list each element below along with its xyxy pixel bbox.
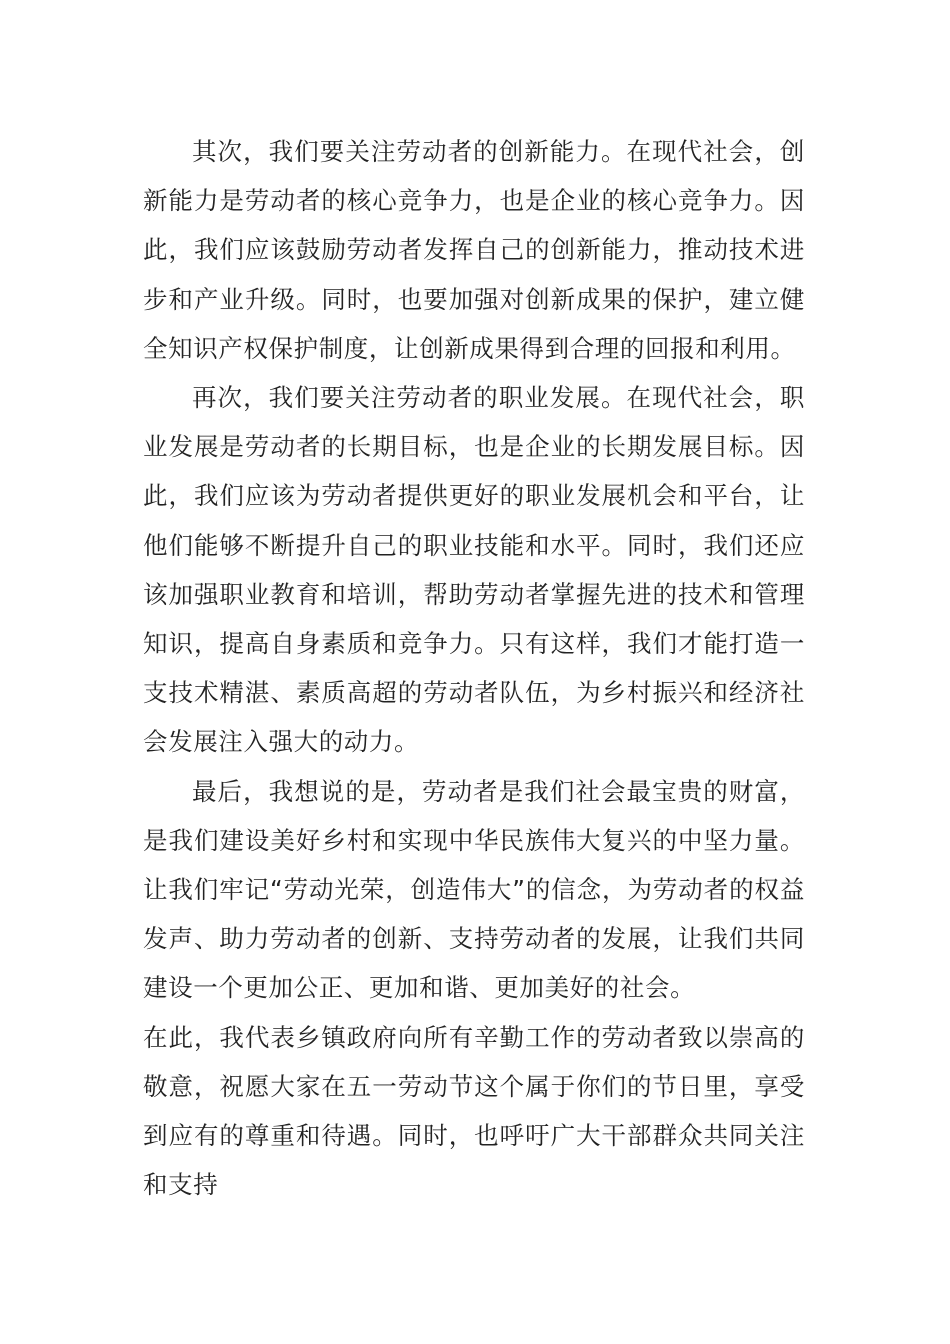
paragraph-conclusion: 最后，我想说的是，劳动者是我们社会最宝贵的财富，是我们建设美好乡村和实现中华民族伟大复兴的中坚力量。让我们牢记“劳动光荣，创造伟大”的信念，为劳动者的权益发声、助力劳动者的创新、支持劳动者的发展，让我们共同建设一个更加公正、更加和谐、更加美好的社会。 <box>143 776 805 1003</box>
document-body <box>143 127 805 1209</box>
paragraph-greeting: 在此，我代表乡镇政府向所有辛勤工作的劳动者致以崇高的敬意，祝愿大家在五一劳动节这个属于你们的节日里，享受到应有的尊重和待遇。同时，也呼吁广大干部群众共同关注和支持 <box>143 1022 805 1200</box>
paragraph-innovation: 其次，我们要关注劳动者的创新能力。在现代社会，创新能力是劳动者的核心竞争力，也是企业的核心竞争力。因此，我们应该鼓励劳动者发挥自己的创新能力，推动技术进步和产业升级。同时，也要加强对创新成果的保护，建立健全知识产权保护制度，让创新成果得到合理的回报和利用。 <box>143 137 805 363</box>
paragraph-career-development: 再次，我们要关注劳动者的职业发展。在现代社会，职业发展是劳动者的长期目标，也是企业的长期发展目标。因此，我们应该为劳动者提供更好的职业发展机会和平台，让他们能够不断提升自己的职业技能和水平。同时，我们还应该加强职业教育和培训，帮助劳动者掌握先进的技术和管理知识，提高自身素质和竞争力。只有这样，我们才能打造一支技术精湛、素质高超的劳动者队伍，为乡村振兴和经济社会发展注入强大的动力。 <box>143 383 805 757</box>
